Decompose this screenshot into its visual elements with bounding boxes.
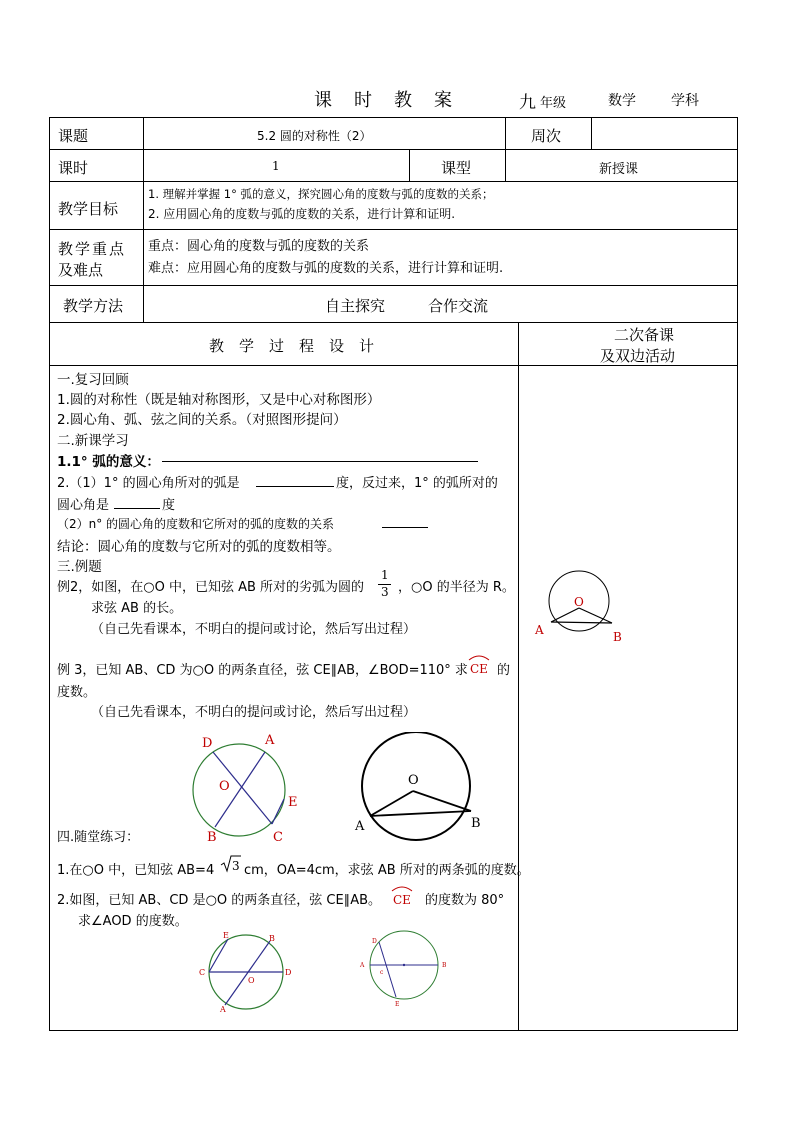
fig4-label-c: c bbox=[380, 969, 384, 976]
practice1-text-a: 1.在○O 中，已知弦 AB=4 bbox=[57, 863, 215, 878]
fraction-numerator: 1 bbox=[381, 568, 389, 582]
fig1-label-a: A bbox=[265, 733, 275, 748]
arc-ce-symbol-2 bbox=[389, 883, 415, 907]
subject-value: 数学 bbox=[608, 93, 636, 109]
conclusion: 结论：圆心角的度数与它所对的弧的度数相等。 bbox=[57, 539, 341, 555]
section-examples: 三.例题 bbox=[57, 559, 102, 575]
practice2-text-c: 求∠AOD 的度数。 bbox=[78, 914, 188, 929]
fig1-label-b: B bbox=[207, 830, 217, 845]
side-label-a: A bbox=[535, 623, 544, 637]
sqrt-radicand: 3 bbox=[232, 859, 240, 873]
fraction-denominator: 3 bbox=[381, 585, 389, 599]
fig3-label-d: D bbox=[285, 968, 292, 977]
practice1-text-b: cm，OA=4cm，求弦 AB 所对的两条弧的度数。 bbox=[244, 863, 530, 878]
arc-definition-blank[interactable] bbox=[162, 461, 478, 462]
review-item-2: 2.圆心角、弧、弦之间的关系。（对照图形提问） bbox=[57, 412, 347, 428]
side-header-1: 二次备课 bbox=[614, 326, 675, 344]
figure-example3 bbox=[185, 728, 310, 848]
process-header: 教 学 过 程 设 计 bbox=[209, 337, 375, 355]
example3-text-c: 度数。 bbox=[57, 685, 97, 700]
example2-text-c: 求弦 AB 的长。 bbox=[91, 601, 183, 616]
side-label-b: B bbox=[613, 630, 622, 644]
fig2-label-a: A bbox=[355, 819, 365, 834]
fig3-label-c: C bbox=[199, 968, 206, 977]
figure-example2 bbox=[350, 732, 490, 842]
grade-value: 九 bbox=[519, 93, 536, 113]
section-practice: 四.随堂练习： bbox=[57, 830, 140, 845]
side-header-2: 及双边活动 bbox=[600, 347, 676, 365]
fig3-label-b: B bbox=[269, 934, 275, 943]
type-value: 新授课 bbox=[599, 162, 639, 177]
goal-2: 2. 应用圆心角的度数与弧的度数的关系，进行计算和证明. bbox=[148, 207, 456, 221]
side-figure bbox=[530, 570, 630, 645]
practice2-text-a: 2.如图，已知 AB、CD 是○O 的两条直径，弦 CE∥AB。 bbox=[57, 893, 382, 908]
fig2-label-o: O bbox=[408, 773, 419, 788]
arc-definition-label: 1.1° 弧的意义： bbox=[57, 454, 160, 470]
sqrt-symbol bbox=[220, 853, 242, 875]
topic-label: 课题 bbox=[58, 127, 89, 145]
goal-label: 教学目标 bbox=[58, 200, 119, 218]
practice2-text-b: 的度数为 80° bbox=[425, 893, 505, 908]
figure-practice2-b bbox=[355, 930, 455, 1015]
fig4-label-a: A bbox=[360, 962, 365, 969]
arc-ce-label: CE bbox=[470, 662, 488, 676]
keypoint-text: 重点：圆心角的度数与弧的度数的关系 bbox=[148, 239, 370, 254]
method-label: 教学方法 bbox=[63, 297, 124, 315]
week-label: 周次 bbox=[531, 127, 562, 145]
topic-value: 5.2 圆的对称性（2） bbox=[257, 129, 372, 143]
page-title: 课 时 教 案 bbox=[314, 90, 454, 111]
fig3-label-o: O bbox=[248, 976, 255, 985]
keypoint-label-2: 及难点 bbox=[58, 261, 104, 279]
fig4-label-d: D bbox=[372, 938, 377, 945]
review-item-1: 1.圆的对称性（既是轴对称图形，又是中心对称图形） bbox=[57, 392, 381, 408]
arc-ce-label-2: CE bbox=[393, 893, 411, 907]
example2-text-a: 例2，如图，在○O 中，已知弦 AB 所对的劣弧为圆的 bbox=[57, 580, 365, 595]
figure-practice2-a bbox=[196, 928, 296, 1016]
period-value: 1 bbox=[272, 159, 280, 173]
subject-suffix: 学科 bbox=[671, 93, 699, 109]
grade-suffix: 年级 bbox=[540, 96, 567, 111]
method-2: 合作交流 bbox=[428, 297, 489, 315]
example3-text-a: 例 3，已知 AB、CD 为○O 的两条直径，弦 CE∥AB，∠BOD=110° 求 bbox=[57, 663, 468, 678]
fig1-label-d: D bbox=[202, 736, 213, 751]
fig1-label-c: C bbox=[273, 830, 283, 845]
q1-blank-1[interactable] bbox=[256, 486, 334, 487]
section-new: 二.新课学习 bbox=[57, 433, 129, 449]
fig4-label-e: E bbox=[395, 1001, 400, 1008]
q1-text-a: 2.（1）1° 的圆心角所对的弧是 bbox=[57, 476, 240, 491]
goal-1: 1. 理解并掌握 1° 弧的意义，探究圆心角的度数与弧的度数的关系； bbox=[148, 187, 494, 201]
period-label: 课时 bbox=[58, 159, 89, 177]
q2-blank[interactable] bbox=[382, 527, 428, 528]
q1-text-c: 圆心角是 bbox=[57, 498, 110, 513]
section-review: 一.复习回顾 bbox=[57, 372, 129, 388]
method-1: 自主探究 bbox=[325, 297, 386, 315]
arc-ce-symbol bbox=[466, 652, 492, 676]
q2-text: （2）n° 的圆心角的度数和它所对的弧的度数的关系 bbox=[57, 517, 335, 531]
q1-blank-2[interactable] bbox=[114, 508, 160, 509]
side-label-o: O bbox=[574, 595, 584, 609]
fig3-label-a: A bbox=[220, 1005, 226, 1014]
difficulty-text: 难点：应用圆心角的度数与弧的度数的关系，进行计算和证明. bbox=[148, 261, 504, 276]
example2-hint: （自己先看课本，不明白的提问或讨论，然后写出过程） bbox=[91, 622, 417, 637]
fig1-label-o: O bbox=[219, 779, 230, 794]
fig4-label-b: B bbox=[442, 962, 447, 969]
q1-text-b: 度，反过来，1° 的弧所对的 bbox=[336, 476, 498, 491]
q1-text-d: 度 bbox=[162, 498, 176, 513]
fig1-label-e: E bbox=[288, 795, 298, 810]
keypoint-label-1: 教学重点 bbox=[58, 240, 127, 258]
type-label: 课型 bbox=[441, 159, 472, 177]
example3-hint: （自己先看课本，不明白的提问或讨论，然后写出过程） bbox=[91, 705, 417, 720]
example3-text-b: 的 bbox=[497, 663, 511, 678]
fig3-label-e: E bbox=[223, 931, 229, 940]
example2-text-b: ，○O 的半径为 R。 bbox=[398, 580, 515, 595]
fig2-label-b: B bbox=[471, 816, 481, 831]
